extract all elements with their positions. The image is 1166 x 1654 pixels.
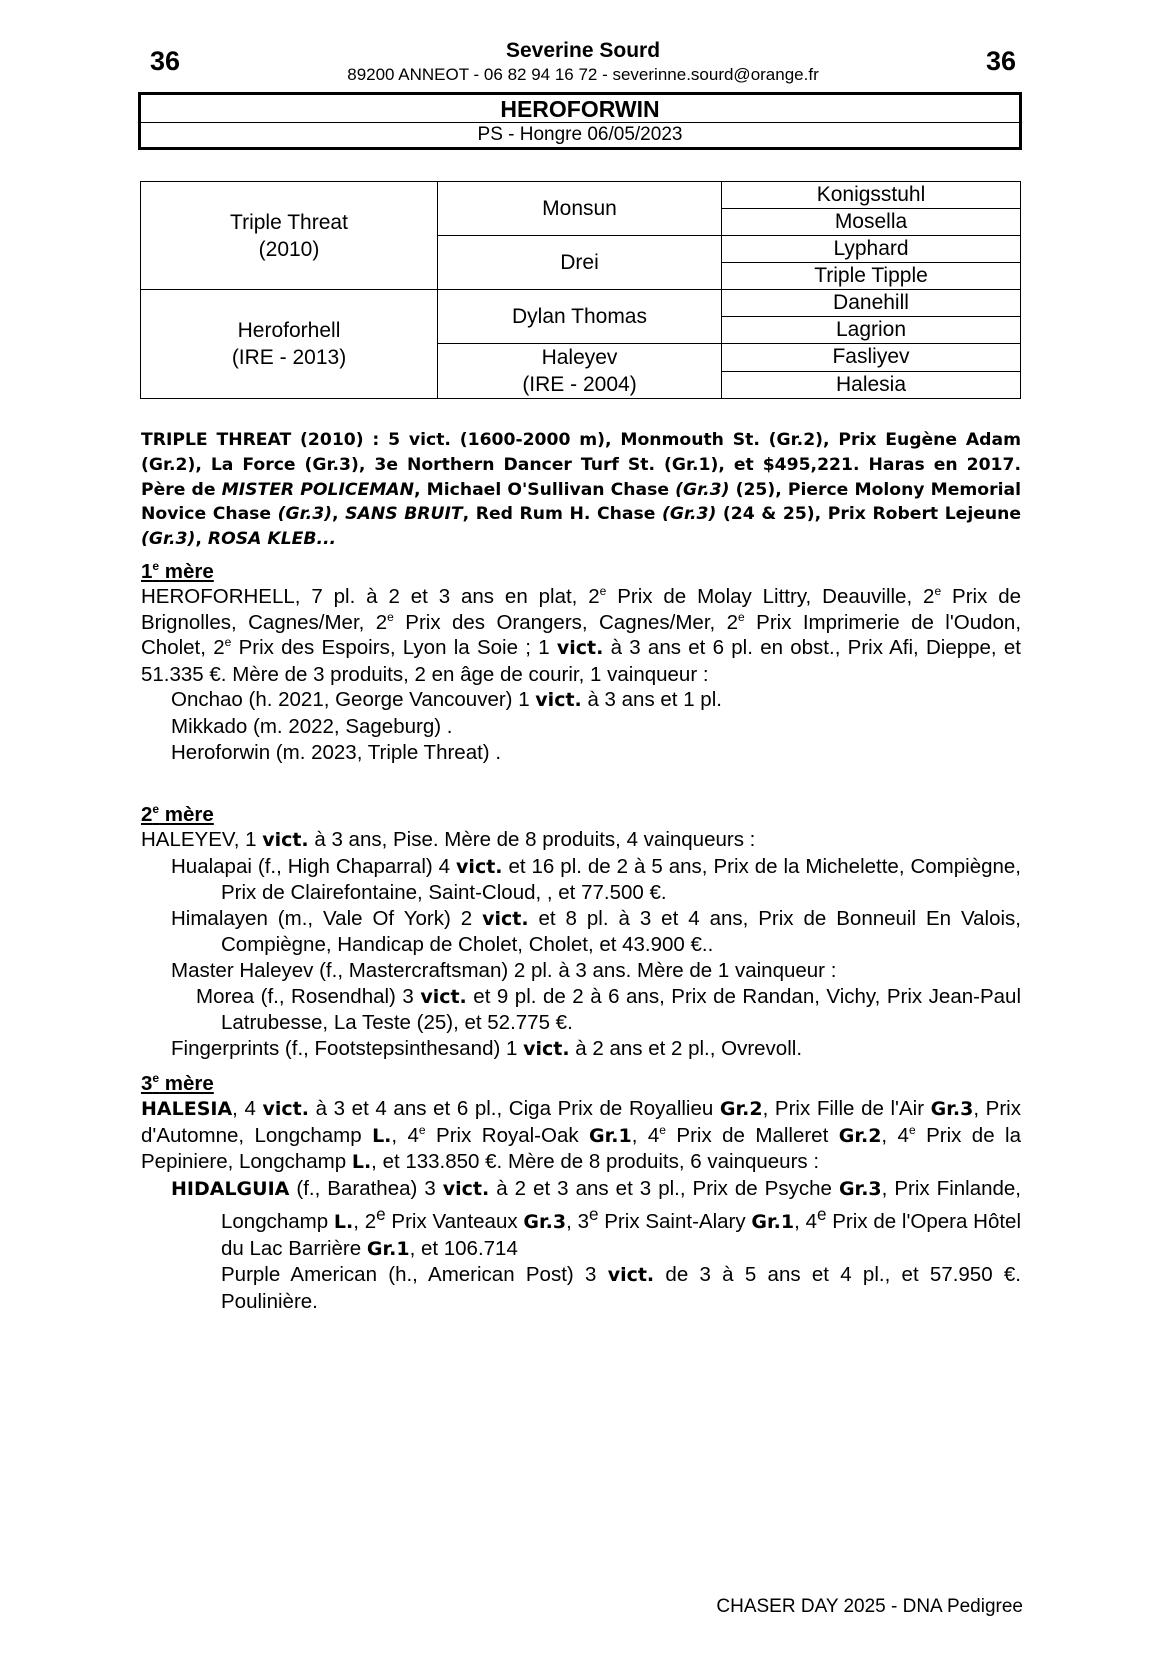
second-dam-section bbox=[141, 803, 1021, 1062]
produce-item: Master Haleyev (f., Mastercraftsman) 2 pl. à 3 ans. Mère de 1 vainqueur : bbox=[171, 958, 837, 982]
third-dam-section bbox=[141, 1072, 1021, 1315]
sire-text-progeny: MISTER POLICEMAN bbox=[221, 479, 414, 500]
first-dam-text: HEROFORHELL, 7 pl. à 2 et 3 ans en plat, 2e Prix de Molay Littry, Deauville, 2e Prix de Brignolles, Cagnes/Mer, 2e Prix des Orangers, Cagnes/Mer, 2e Prix Imprimerie de l'Oudon, Cholet, 2e Prix des Espoirs, Lyon la Soie ; 1 vict. à 3 ans et 6 pl. en obst., Prix Afi, Dieppe, et 51.335 €. Mère de 3 produits, 2 en âge de courir, 1 vainqueur : bbox=[141, 584, 1022, 686]
lot-number-right: 36 bbox=[985, 46, 1016, 76]
sire-text: TRIPLE THREAT (2010) : 5 vict. (1600-2000 m), Monmouth St. (Gr.2), Prix Eugène Adam (Gr.2), La Force (Gr.3), 3e Northern Dancer Turf St. (Gr.1), et $495,221. Haras en 2017. Père de bbox=[141, 430, 1021, 500]
produce-item: Heroforwin (m. 2023, Triple Threat) . bbox=[171, 740, 502, 764]
produce-item: Himalayen (m., Vale Of York) 2 vict. et 8 pl. à 3 et 4 ans, Prix de Bonneuil En Valois, Compiègne, Handicap de Cholet, Cholet, et 43.900 €.. bbox=[171, 906, 1022, 957]
dam-dam-name: Haleyev bbox=[541, 346, 618, 369]
heading-sup: e bbox=[152, 1071, 160, 1086]
sire-text-grade: (Gr.3) bbox=[277, 504, 333, 525]
sire-text-grade: (Gr.3) bbox=[141, 529, 196, 550]
sire-text: (24 & 25), Prix Robert Lejeune bbox=[716, 504, 1022, 525]
heading-number: 2 bbox=[141, 803, 153, 826]
lot-number-left: 36 bbox=[150, 46, 181, 76]
sire-text-grade: (Gr.3) bbox=[661, 504, 717, 525]
pedigree-gen3-cell: Danehill bbox=[722, 290, 1021, 317]
pedigree-sire-sire: Monsun bbox=[438, 182, 722, 236]
sire-text-progeny: SANS BRUIT bbox=[345, 504, 463, 525]
pedigree-gen3-cell: Konigsstuhl bbox=[722, 182, 1021, 209]
dam-dam-detail: (IRE - 2004) bbox=[522, 373, 637, 396]
pedigree-sire bbox=[141, 182, 438, 290]
sire-text: , bbox=[195, 529, 208, 550]
consignor-header bbox=[0, 38, 1166, 86]
horse-subtitle: PS - Hongre 06/05/2023 bbox=[141, 122, 1019, 147]
pedigree-gen3-cell: Lyphard bbox=[722, 236, 1021, 263]
second-dam-heading bbox=[141, 803, 1021, 827]
pedigree-dam-sire: Dylan Thomas bbox=[438, 290, 722, 344]
heading-word: mère bbox=[159, 1072, 214, 1095]
first-dam-heading bbox=[141, 560, 1021, 584]
produce-item: Mikkado (m. 2022, Sageburg) . bbox=[171, 714, 453, 738]
second-dam-text: HALEYEV, 1 vict. à 3 ans, Pise. Mère de 8 produits, 4 vainqueurs : bbox=[141, 828, 756, 851]
sire-text-grade: (Gr.3) bbox=[675, 479, 730, 500]
sire-detail: (2010) bbox=[258, 237, 320, 261]
heading-sup: e bbox=[152, 559, 160, 574]
first-dam-section bbox=[141, 560, 1021, 765]
heading-number: 1 bbox=[141, 560, 153, 583]
produce-item: Morea (f., Rosendhal) 3 vict. et 9 pl. de 2 à 6 ans, Prix de Randan, Vichy, Prix Jean-Paul Latrubesse, La Teste (25), et 52.775 €. bbox=[196, 984, 1021, 1035]
sire-text: , bbox=[332, 504, 346, 525]
third-dam-text: HALESIA, 4 vict. à 3 et 4 ans et 6 pl., Ciga Prix de Royallieu Gr.2, Prix Fille de l'Air Gr.3, Prix d'Automne, Longchamp L., 4e Prix Royal-Oak Gr.1, 4e Prix de Malleret Gr.2, 4e Prix de la Pepiniere, Longchamp L., et 133.850 €. Mère de 8 produits, 6 vainqueurs : bbox=[141, 1097, 1021, 1174]
sire-text: , Red Rum H. Chase bbox=[462, 504, 662, 525]
pedigree-gen3-cell: Halesia bbox=[722, 371, 1021, 399]
sire-name: Triple Threat bbox=[230, 210, 348, 234]
pedigree-table bbox=[140, 181, 1021, 399]
produce-item: Fingerprints (f., Footstepsinthesand) 1 vict. à 2 ans et 2 pl., Ovrevoll. bbox=[171, 1036, 803, 1060]
third-dam-heading bbox=[141, 1072, 1021, 1096]
pedigree-gen3-cell: Triple Tipple bbox=[722, 263, 1021, 290]
pedigree-gen3-cell: Lagrion bbox=[722, 317, 1021, 344]
produce-item: Onchao (h. 2021, George Vancouver) 1 vict. à 3 ans et 1 pl. bbox=[171, 688, 722, 712]
horse-title-box bbox=[138, 92, 1022, 150]
heading-number: 3 bbox=[141, 1072, 153, 1095]
horse-name: HEROFORWIN bbox=[500, 96, 660, 122]
dam-detail: (IRE - 2013) bbox=[231, 346, 347, 369]
pedigree-gen3-cell: Fasliyev bbox=[722, 344, 1021, 372]
pedigree-dam bbox=[141, 290, 438, 399]
sire-text: , Michael O'Sullivan Chase bbox=[414, 479, 676, 500]
dam-name: Heroforhell bbox=[237, 319, 341, 342]
consignor-name: Severine Sourd bbox=[505, 39, 661, 62]
sire-text: (25), Pierce Molony Memorial Novice Chase bbox=[141, 479, 1021, 525]
sire-text-progeny: ROSA KLEB... bbox=[207, 529, 337, 550]
sire-paragraph bbox=[141, 428, 1021, 552]
pedigree-gen3-cell: Mosella bbox=[722, 209, 1021, 236]
produce-item: HIDALGUIA (f., Barathea) 3 vict. à 2 et 3 ans et 3 pl., Prix de Psyche Gr.3, Prix Finlande, Longchamp L., 2e Prix Vanteaux Gr.3, 3e Prix Saint-Alary Gr.1, 4e Prix de l'Opera Hôtel du Lac Barrière Gr.1, et 106.714 bbox=[171, 1176, 1022, 1260]
heading-word: mère bbox=[159, 803, 214, 826]
produce-item: Hualapai (f., High Chaparral) 4 vict. et 16 pl. de 2 à 5 ans, Prix de la Michelette, Compiègne, Prix de Clairefontaine, Saint-Cloud, , et 77.500 €. bbox=[171, 854, 1022, 905]
page-footer: CHASER DAY 2025 - DNA Pedigree bbox=[716, 1596, 1023, 1617]
heading-word: mère bbox=[159, 560, 214, 583]
produce-item: Purple American (h., American Post) 3 vict. de 3 à 5 ans et 4 pl., et 57.950 €. Poulinière. bbox=[221, 1263, 1021, 1313]
heading-sup: e bbox=[152, 802, 160, 817]
consignor-address: 89200 ANNEOT - 06 82 94 16 72 - severinne.sourd@orange.fr bbox=[347, 65, 819, 84]
pedigree-dam-dam bbox=[438, 344, 722, 399]
pedigree-sire-dam: Drei bbox=[438, 236, 722, 290]
